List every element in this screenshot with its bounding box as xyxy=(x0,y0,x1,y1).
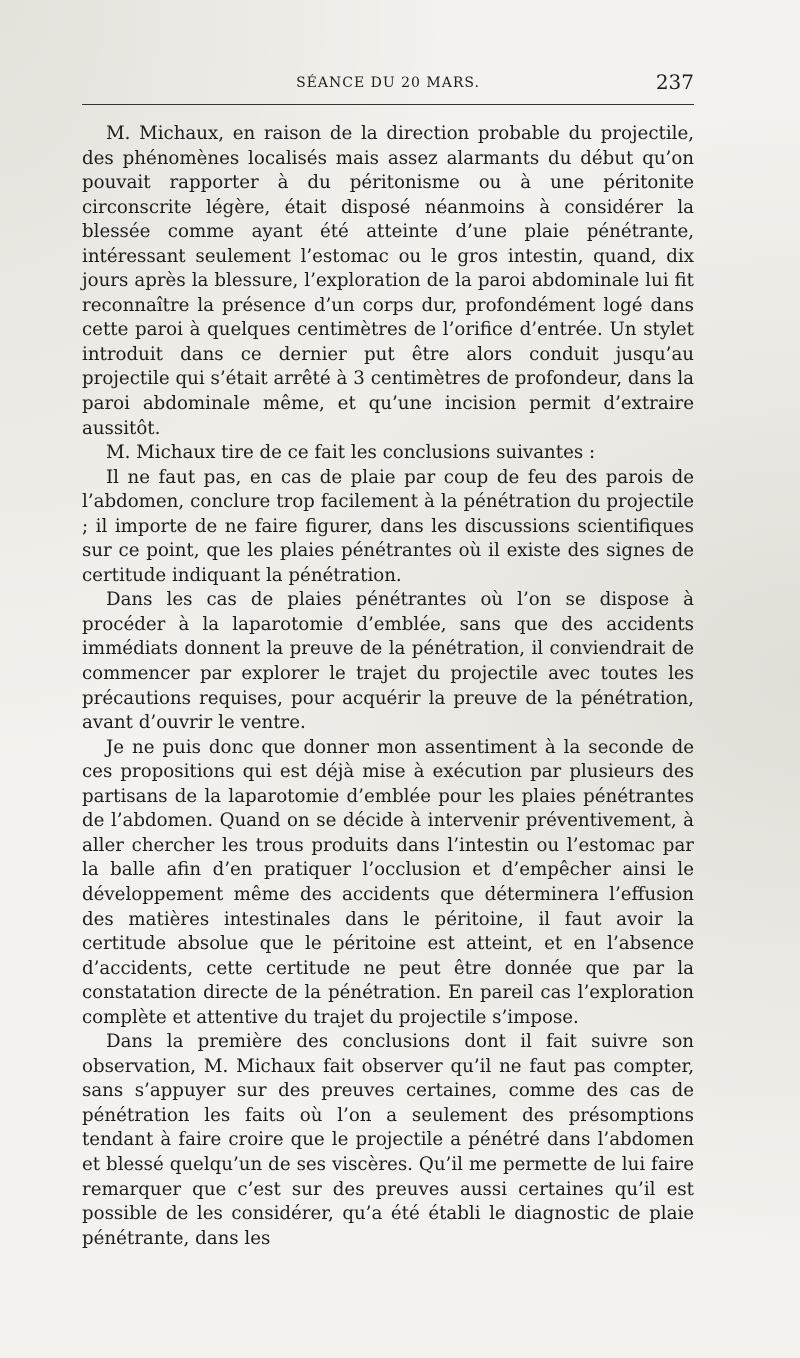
paragraph: Il ne faut pas, en cas de plaie par coup de feu des parois de l’abdomen, conclure trop facilement à la pénétration du projectile ; il importe de ne faire figurer, dans les discussions scientifiques sur ce point, que les plaies pénétrantes où il existe des signes de certitude indiquant la pénétration. xyxy=(82,466,694,586)
paragraph: Je ne puis donc que donner mon assentiment à la seconde de ces propositions qui est déjà mise à exécution par plusieurs des partisans de la laparotomie d’emblée pour les plaies pénétrantes de l’abdomen. Quand on se décide à intervenir préventivement, à aller chercher les trous produits dans l’intestin ou l’estomac par la balle afin d’en pratiquer l’occlusion et d’empêcher ainsi le développement même des accidents que déterminera l’effusion des matières intestinales dans le péritoine, il faut avoir la certitude absolue que le péritoine est atteint, et en l’absence d’accidents, cette certitude ne peut être donnée que par la constatation directe de la pénétration. En pareil cas l’exploration complète et attentive du trajet du projectile s’impose. xyxy=(82,736,694,1028)
paragraph: M. Michaux tire de ce fait les conclusions suivantes : xyxy=(106,442,596,464)
paragraph: Dans la première des conclusions dont il fait suivre son observation, M. Michaux fait observer qu’il ne faut pas compter, sans s’appuyer sur des preuves certaines, comme des cas de pénétration les faits où l’on a seulement des présomptions tendant à faire croire que le projectile a pénétré dans l’abdomen et blessé quelqu’un de ses viscères. Qu’il me permette de lui faire remarquer que c’est sur des preuves aussi certaines qu’il est possible de les considérer, qu’a été établi le diagnostic de plaie pénétrante, dans les xyxy=(82,1031,694,1249)
paragraph: Dans les cas de plaies pénétrantes où l’on se dispose à procéder à la laparotomie d’emblée, sans que des accidents immédiats donnent la preuve de la pénétration, il conviendrait de commencer par explorer le trajet du projectile avec toutes les précautions requises, pour acquérir la preuve de la pénétration, avant d’ouvrir le ventre. xyxy=(82,589,694,734)
header-rule xyxy=(82,104,694,105)
paragraph: M. Michaux, en raison de la direction probable du projectile, des phénomènes localisés mais assez alarmants du début qu’on pouvait rapporter à du péritonisme ou à une péritonite circonscrite légère, était disposé néanmoins à considérer la blessée comme ayant été atteinte d’une plaie pénétrante, intéressant seulement l’estomac ou le gros intestin, quand, dix jours après la blessure, l’exploration de la paroi abdominale lui fit reconnaître la présence d’un corps dur, profondément logé dans cette paroi à quelques centimètres de l’orifice d’entrée. Un stylet introduit dans ce dernier put être alors conduit jusqu’au projectile qui s’était arrêté à 3 centimètres de profondeur, dans la paroi abdominale même, et qu’une incision permit d’extraire aussitôt. xyxy=(82,123,694,439)
page-number: 237 xyxy=(655,70,694,94)
running-head: SÉANCE DU 20 MARS. xyxy=(296,75,480,91)
page-header xyxy=(82,70,694,96)
body-text xyxy=(82,122,694,1251)
